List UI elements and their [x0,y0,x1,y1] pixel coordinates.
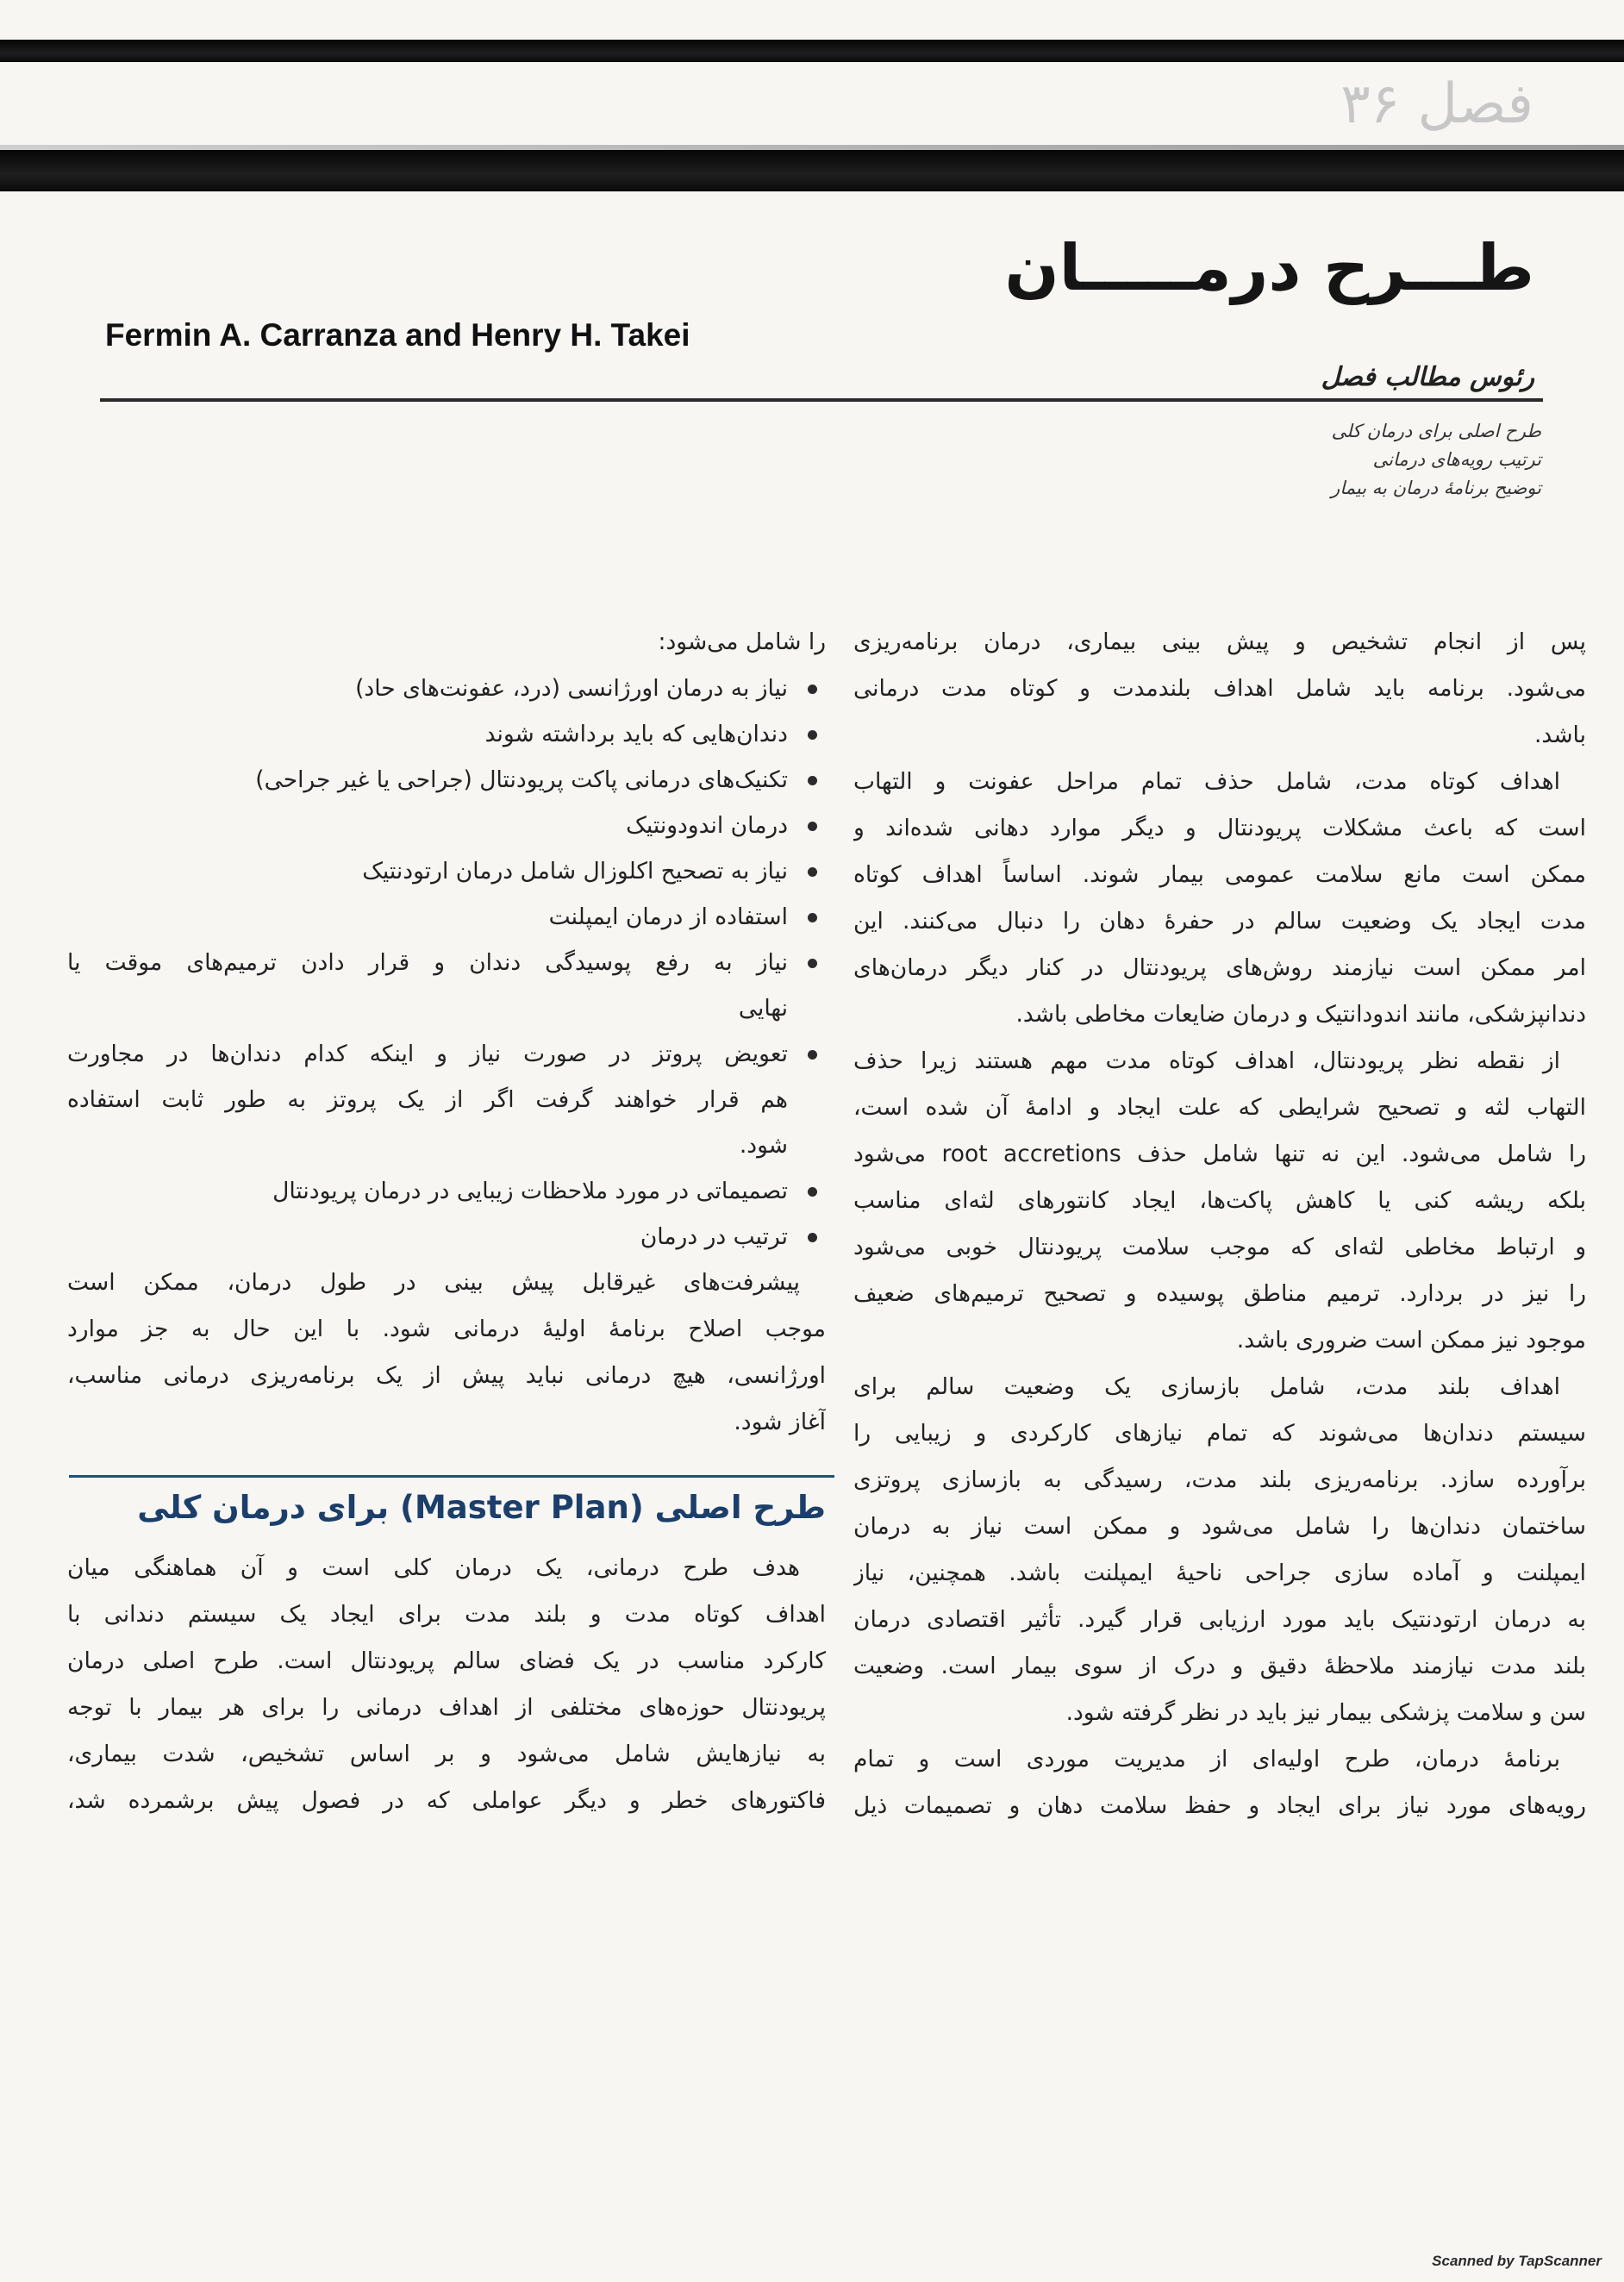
list-intro: را شامل می‌شود: [658,628,826,655]
text-line: کارکرد مناسب در یک فضای سالم پریودنتال است. طرح اصلی درمان [67,1647,826,1674]
outline-item: طرح اصلی برای درمان کلی [1331,421,1541,441]
text-line: به درمان ارتودنتیک باید مورد ارزیابی قرار گیرد. تأثیر اقتصادی درمان [853,1606,1586,1633]
outline-item: توضیح برنامهٔ درمان به بیمار [1331,478,1541,498]
text-line: تصمیماتی در مورد ملاحظات زیبایی در درمان پریودنتال [272,1178,788,1204]
list-item [67,940,826,1031]
text-line: باشد. [1534,722,1586,748]
chapter-header-band [0,148,1624,191]
text-line: اهداف کوتاه مدت و بلند مدت برای ایجاد یک سیستم دندانی با [67,1601,826,1628]
text-line: دندان‌هایی که باید برداشته شوند [484,721,788,747]
text-line: آغاز شود. [734,1409,826,1435]
text-line: و ارتباط مخاطی لثه‌ای که موجب سلامت پریودنتال خوبی می‌شود [853,1234,1586,1260]
scanner-watermark: Scanned by TapScanner [1432,2253,1602,2269]
text-line: نیاز به رفع پوسیدگی دندان و قرار دادن ترمیم‌های موقت یا [67,949,788,976]
text-line: ایمپلنت و آماده سازی جراحی ناحیهٔ ایمپلنت باشد. همچنین، نیاز [853,1560,1586,1586]
text-line: نیاز به تصحیح اکلوزال شامل درمان ارتودنتیک [362,858,788,885]
chapter-outline [1331,417,1541,503]
text-line: سن و سلامت پزشکی بیمار نیز باید در نظر گرفته شود. [1065,1699,1586,1726]
text-line: درمان اندودونتیک [626,812,788,839]
list-item [67,666,826,711]
handwritten-chapter-note: فصل ۳۶ [1340,72,1533,136]
text-line: پیشرفت‌های غیرقابل پیش بینی در طول درمان، ممکن است [67,1269,800,1296]
list-item [67,711,826,757]
bullet-icon [808,1187,817,1197]
text-line: سیستم دندان‌ها می‌شوند که تمام نیازهای کارکردی و زیبایی را [853,1420,1586,1447]
bullet-icon [808,730,817,740]
text-line: ساختمان دندان‌ها را شامل می‌شود و ممکن است نیاز به درمان [853,1513,1586,1540]
list-item [67,1031,826,1168]
list-item [67,1214,826,1260]
text-line: نیاز به درمان اورژانسی (درد، عفونت‌های حاد) [355,675,788,702]
text-line: بلند مدت نیازمند ملاحظهٔ دقیق و درک از سوی بیمار است. وضعیت [853,1653,1586,1679]
text-line: شود. [739,1132,788,1159]
text-line: تکنیک‌های درمانی پاکت پریودنتال (جراحی یا غیر جراحی) [255,766,788,793]
text-line: می‌شود. برنامه باید شامل اهداف بلندمدت و کوتاه مدت درمانی [853,675,1586,702]
list-item [67,1168,826,1214]
text-line: به نیازهایش شامل می‌شود و بر اساس تشخیص، شدت بیماری، [67,1741,826,1767]
text-line: فاکتورهای خطر و دیگر عواملی که در فصول پیش برشمرده شد، [67,1787,826,1814]
bullet-icon [808,913,817,922]
text-line: است که باعث مشکلات پریودنتال و دیگر موارد دهانی شده‌اند و [853,815,1586,841]
left-column [67,619,826,1824]
text-line: هدف طرح درمانی، یک درمان کلی است و آن هماهنگی میان [67,1554,800,1581]
text-line: از نقطه نظر پریودنتال، اهداف کوتاه مدت مهم هستند زیرا حذف [853,1047,1560,1074]
text-line: دندانپزشکی، مانند اندودانتیک و درمان ضایعات مخاطی باشد. [1015,1001,1586,1028]
text-line: پریودنتال حوزه‌های مختلفی از اهداف درمانی را برای هر بیمار با توجه [67,1694,826,1721]
text-line: پس از انجام تشخیص و پیش بینی بیماری، درمان برنامه‌ریزی [853,628,1586,655]
text-line: ترتیب در درمان [640,1223,788,1250]
text-line: برآورده سازد. برنامه‌ریزی بلند مدت، رسیدگی به بازسازی پروتزی [853,1466,1586,1493]
text-line: استفاده از درمان ایمپلنت [548,903,788,930]
top-dark-band [0,40,1624,62]
list-item [67,894,826,940]
text-line: مدت ایجاد یک وضعیت سالم در حفرهٔ دهان را دنبال می‌کنند. این [853,908,1586,935]
text-line: تعویض پروتز در صورت نیاز و اینکه کدام دندان‌ها در مجاورت [67,1041,788,1067]
text-line: اهداف بلند مدت، شامل بازسازی یک وضعیت سالم برای [853,1373,1560,1400]
text-line: موجب اصلاح برنامهٔ اولیهٔ درمانی شود. با این حال به جز موارد [67,1316,826,1342]
outline-heading: رئوس مطالب فصل [1321,362,1534,392]
chapter-authors: Fermin A. Carranza and Henry H. Takei [105,317,690,353]
decision-list [67,666,826,1260]
text-line: اهداف کوتاه مدت، شامل حذف تمام مراحل عفونت و التهاب [853,768,1560,795]
section-heading-master-plan: طرح اصلی (Master Plan) برای درمان کلی [137,1489,826,1526]
right-column [853,619,1586,1829]
list-item [67,757,826,803]
outline-item: ترتیب رویه‌های درمانی [1372,449,1541,470]
list-item [67,803,826,848]
text-line: را شامل می‌شود. این نه تنها شامل حذف root accretions می‌شود [853,1141,1586,1167]
text-line: ممکن است مانع سلامت عمومی بیمار شوند. اساساً اهداف کوتاه [853,861,1586,888]
bullet-icon [808,867,817,877]
bullet-icon [808,1050,817,1060]
chapter-title: طـــرح درمـــــان [1004,231,1534,305]
bullet-icon [808,685,817,694]
text-line: موجود نیز ممکن است ضروری باشد. [1236,1327,1586,1354]
text-line: نهایی [738,995,788,1022]
bullet-icon [808,1233,817,1242]
text-line: بلکه ریشه کنی یا کاهش پاکت‌ها، ایجاد کانتورهای لثه‌ای مناسب [853,1187,1586,1214]
list-item [67,848,826,894]
text-line: اورژانسی، هیچ درمانی نباید پیش از یک برنامه‌ریزی درمانی مناسب، [67,1362,826,1389]
header-rule [100,398,1543,402]
bullet-icon [808,822,817,831]
text-line: برنامهٔ درمان، طرح اولیه‌ای از مدیریت موردی است و تمام [853,1746,1560,1772]
bullet-icon [808,959,817,968]
text-line: التهاب لثه و تصحیح شرایطی که علت ایجاد و ادامهٔ آن شده است، [853,1094,1586,1121]
text-line: را نیز در بردارد. ترمیم مناطق پوسیده و تصحیح ترمیم‌های ضعیف [853,1280,1586,1307]
text-line: رویه‌های مورد نیاز برای ایجاد و حفظ سلامت دهان و تصمیمات ذیل [853,1792,1586,1819]
bullet-icon [808,776,817,785]
text-line: هم قرار خواهند گرفت اگر از یک پروتز به طور ثابت استفاده [67,1086,788,1113]
text-line: امر ممکن است نیازمند روش‌های پریودنتال در کنار دیگر درمان‌های [853,954,1586,981]
